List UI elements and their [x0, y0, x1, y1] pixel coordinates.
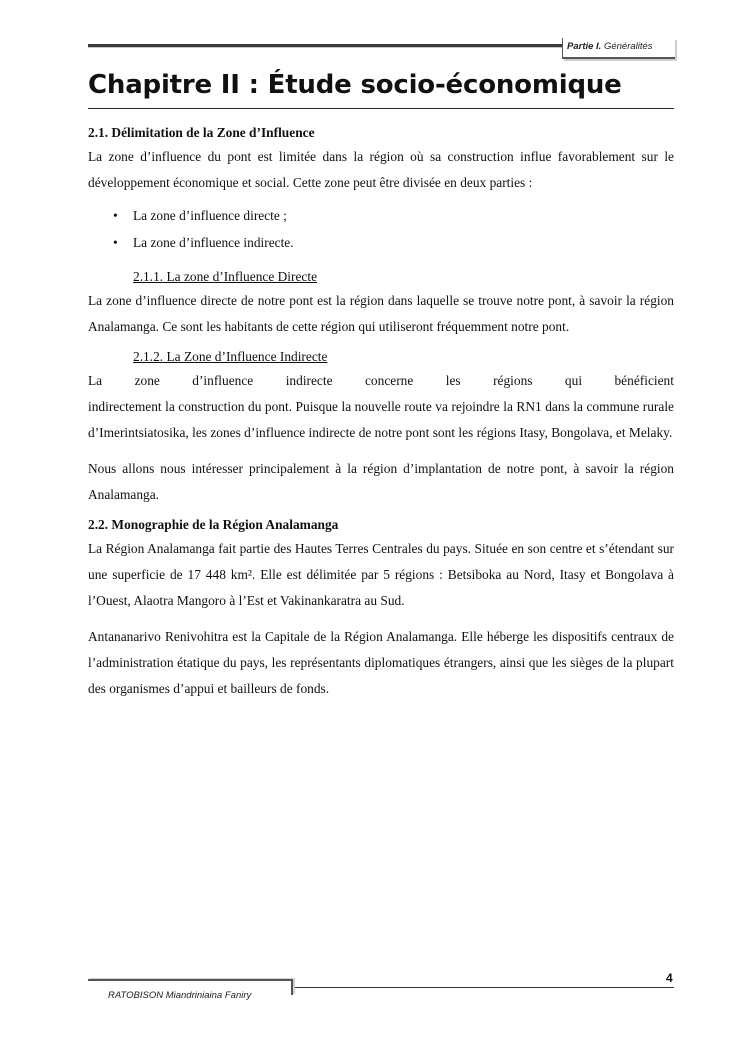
- chapter-title: Chapitre II : Étude socio-économique: [88, 70, 622, 100]
- bullet-icon: •: [113, 235, 118, 250]
- list-item: • La zone d’influence indirecte.: [88, 229, 674, 256]
- subsection-2-1-2-text: indirectement la construction du pont. Puisque la nouvelle route va rejoindre la RN1 dans la commune rurale d’Imerintsiatosika, les zones d’influence indirecte de notre pont sont les régions Itasy, Bongolava, et Melaky.: [88, 399, 674, 440]
- header-rule-shadow: [88, 47, 563, 48]
- footer-author: RATOBISON Miandriniaina Faniry: [108, 990, 252, 1001]
- subsection-heading-2-1-2: 2.1.2. La Zone d’Influence Indirecte: [133, 349, 328, 364]
- subsection-2-1-2-first-line: La zone d’influence indirecte concerne les régions qui bénéficient: [88, 373, 674, 388]
- bullet-icon: •: [113, 208, 118, 223]
- section-heading-2-1: 2.1. Délimitation de la Zone d’Influence: [88, 125, 315, 140]
- body-text: [88, 122, 674, 702]
- page-number: 4: [666, 971, 673, 985]
- header-part-label: Partie I.: [567, 41, 602, 52]
- subsection-heading-2-1-1: 2.1.1. La zone d’Influence Directe: [133, 269, 318, 284]
- section-heading-2-2: 2.2. Monographie de la Région Analamanga: [88, 517, 339, 532]
- section-2-1-intro: La zone d’influence du pont est limitée dans la région où sa construction influe favorablement sur le développement économique et social. Cette zone peut être divisée en deux parties :: [88, 149, 674, 190]
- chapter-title-rule: [88, 108, 674, 109]
- influence-zone-list: [88, 202, 674, 256]
- list-item: • La zone d’influence directe ;: [88, 202, 674, 229]
- footer-rule: [291, 987, 674, 988]
- section-2-2-paragraph-1: La Région Analamanga fait partie des Hautes Terres Centrales du pays. Située en son centre et s’étendant sur une superficie de 17 448 km². Elle est délimitée par 5 régions : Betsiboka au Nord, Itasy et Bongolava à l’Ouest, Alaotra Mangoro à l’Est et Vakinankaratra au Sud.: [88, 541, 674, 608]
- subsection-2-1-1-text: La zone d’influence directe de notre pont est la région dans laquelle se trouve notre pont, à savoir la région Analamanga. Ce sont les habitants de cette région qui utiliseront fréquemment notre pont.: [88, 293, 674, 334]
- running-header: [567, 41, 653, 52]
- section-2-2-paragraph-2: Antananarivo Renivohitra est la Capitale de la Région Analamanga. Elle héberge les dispositifs centraux de l’administration étatique du pays, les représentants diplomatiques étrangers, ainsi que les sièges de la plupart des organismes d’appui et bailleurs de fonds.: [88, 629, 674, 696]
- subsection-2-1-2-closing: Nous allons nous intéresser principalement à la région d’implantation de notre pont, à savoir la région Analamanga.: [88, 461, 674, 502]
- header-part-title: Généralités: [603, 41, 653, 52]
